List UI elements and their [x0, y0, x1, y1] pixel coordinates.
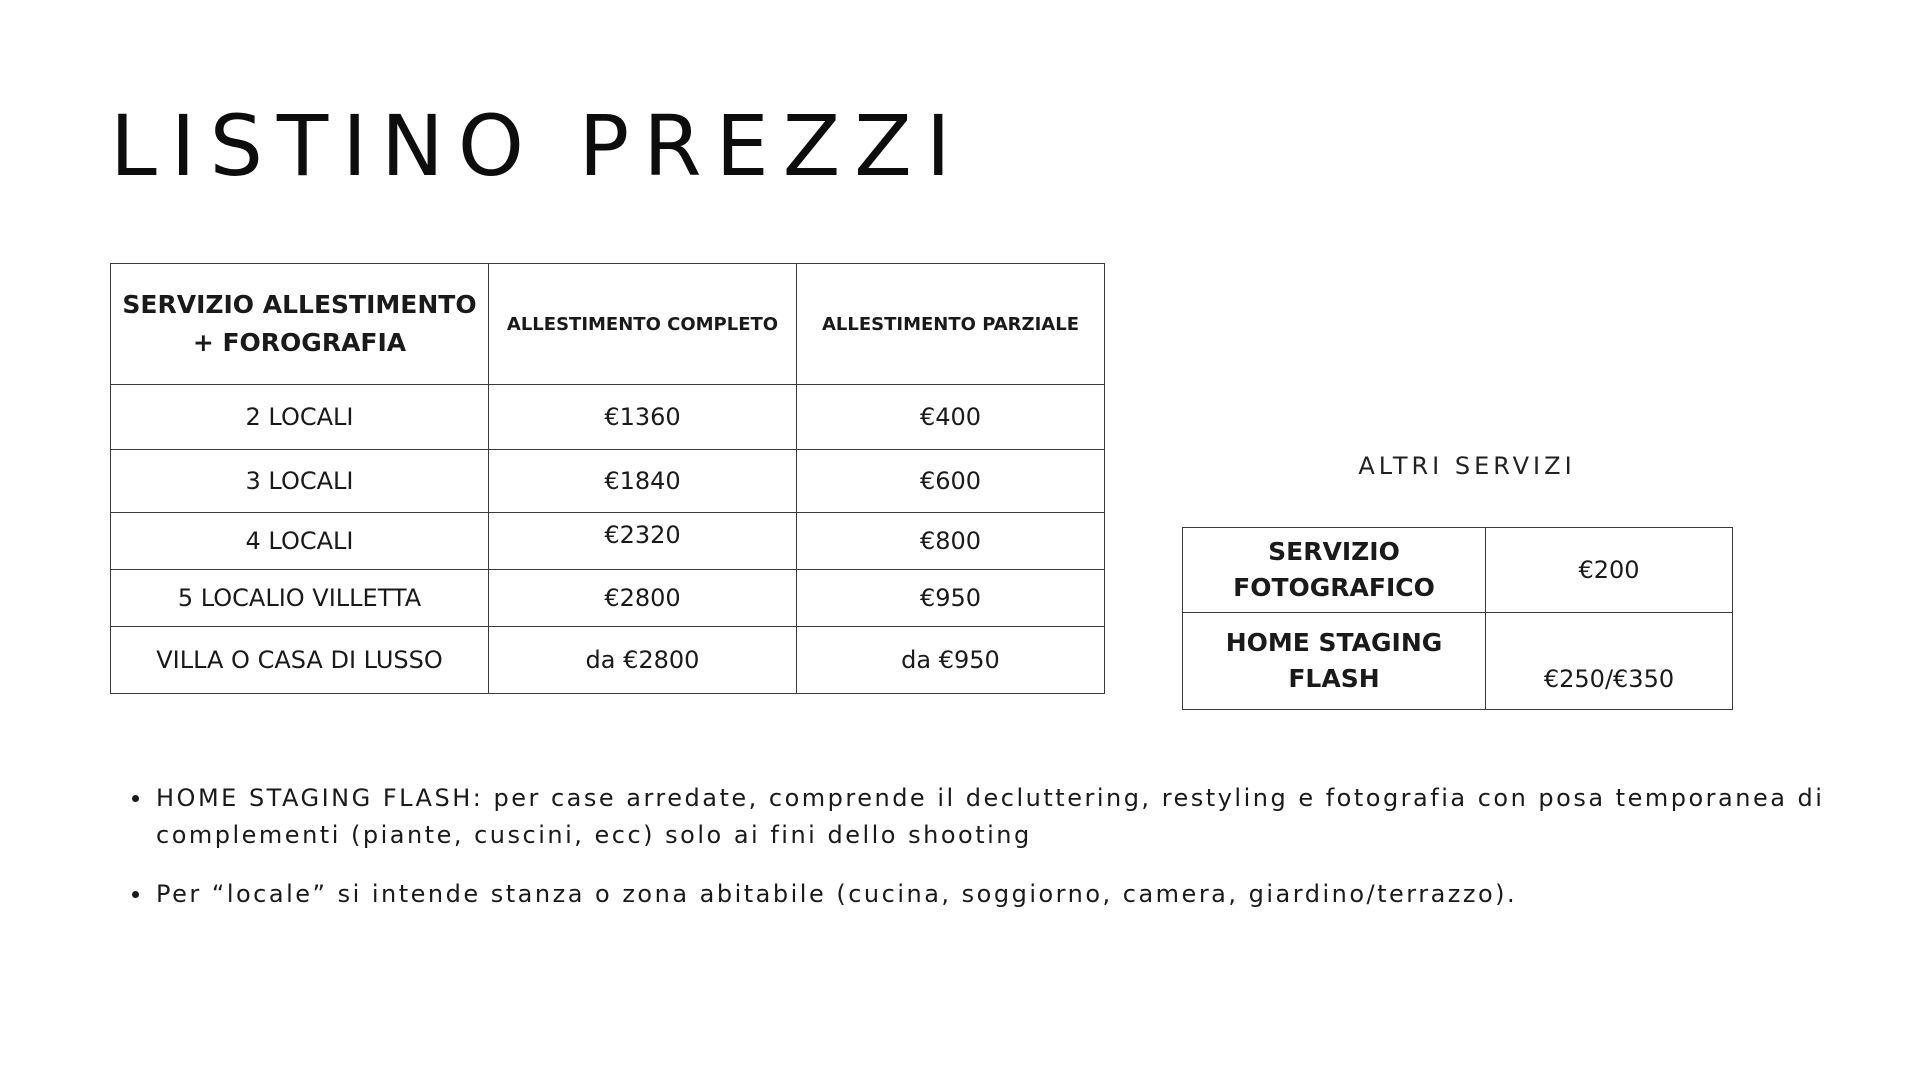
- list-item: [126, 780, 1846, 854]
- service-price: €200: [1486, 528, 1733, 613]
- other-services-table: [1182, 527, 1733, 710]
- service-label-line1: HOME STAGING: [1225, 628, 1443, 657]
- service-label-line2: FLASH: [1288, 664, 1380, 693]
- header-service-line2: + FOROGRAFIA: [192, 328, 407, 357]
- note-text: HOME STAGING FLASH: per case arredate, comprende il decluttering, restyling e fotografia con posa temporanea di complementi (piante, cuscini, ecc) solo ai fini dello shooting: [156, 784, 1825, 849]
- notes-list: [126, 780, 1846, 935]
- row-partial-price: da €950: [797, 627, 1105, 694]
- other-services-title: ALTRI SERVIZI: [1358, 452, 1576, 480]
- row-complete-price-text: €2320: [604, 521, 681, 549]
- table-row: [111, 627, 1105, 694]
- table-row: [1183, 528, 1733, 613]
- row-label: 2 LOCALI: [111, 385, 489, 450]
- page-title: LISTINO PREZZI: [110, 97, 965, 195]
- row-complete-price: da €2800: [489, 627, 797, 694]
- table-row: [111, 570, 1105, 627]
- row-complete-price: €2800: [489, 570, 797, 627]
- list-item: [126, 876, 1846, 913]
- row-label: 3 LOCALI: [111, 450, 489, 513]
- header-partial: ALLESTIMENTO PARZIALE: [797, 264, 1105, 385]
- price-table-header: [111, 264, 1105, 385]
- header-service: [111, 264, 489, 385]
- table-row: [1183, 613, 1733, 710]
- service-label-line2: FOTOGRAFICO: [1233, 573, 1435, 602]
- table-row: [111, 385, 1105, 450]
- row-partial-price: €600: [797, 450, 1105, 513]
- service-label: [1183, 528, 1486, 613]
- table-row: [111, 450, 1105, 513]
- row-label: 4 LOCALI: [111, 513, 489, 570]
- row-label: VILLA O CASA DI LUSSO: [111, 627, 489, 694]
- bullet-icon: [132, 795, 139, 802]
- service-price: €250/€350: [1486, 613, 1733, 710]
- table-row: [111, 513, 1105, 570]
- row-complete-price: €1840: [489, 450, 797, 513]
- row-partial-price: €800: [797, 513, 1105, 570]
- bullet-icon: [132, 891, 139, 898]
- row-complete-price: €1360: [489, 385, 797, 450]
- row-partial-price: €950: [797, 570, 1105, 627]
- service-label: [1183, 613, 1486, 710]
- header-service-line1: SERVIZIO ALLESTIMENTO: [122, 290, 477, 319]
- row-label: 5 LOCALIO VILLETTA: [111, 570, 489, 627]
- header-complete: ALLESTIMENTO COMPLETO: [489, 264, 797, 385]
- note-text: Per “locale” si intende stanza o zona abitabile (cucina, soggiorno, camera, giardino/terrazzo).: [156, 880, 1518, 908]
- service-label-line1: SERVIZIO: [1268, 537, 1400, 566]
- row-complete-price: [489, 513, 797, 570]
- row-partial-price: €400: [797, 385, 1105, 450]
- price-table: [110, 263, 1105, 694]
